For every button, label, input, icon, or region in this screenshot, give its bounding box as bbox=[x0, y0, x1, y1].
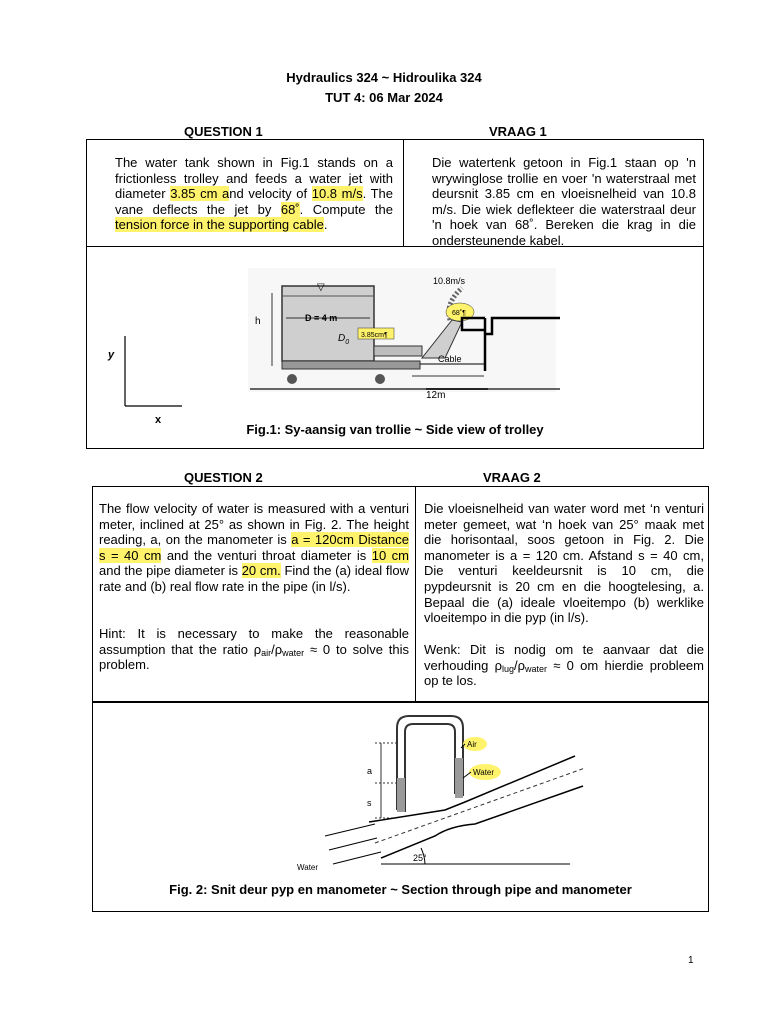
manometer-fluid-right bbox=[455, 758, 463, 798]
document-subtitle: TUT 4: 06 Mar 2024 bbox=[325, 90, 443, 105]
q1-text: The water tank shown in Fig.1 stands on a frictionless trolley and feeds a water jet with diameter bbox=[115, 155, 393, 202]
question-2-text-en bbox=[99, 501, 409, 595]
vraag-2-heading: VRAAG 2 bbox=[483, 470, 541, 485]
hint-text: ≈ 0 om hierdie probleem op te los. bbox=[424, 657, 704, 689]
highlight-diameter: 3.85 cm a bbox=[170, 186, 230, 202]
velocity-label: 10.8m/s bbox=[433, 276, 466, 286]
manometer-outer bbox=[397, 716, 463, 810]
q2-text: Find the (a) ideal flow rate and (b) real flow rate in the pipe (in l/s). bbox=[99, 563, 409, 594]
hint-text: Hint: It is necessary to make the reasonable assumption that the ratio ρ bbox=[99, 626, 409, 657]
d0-symbol: D bbox=[338, 333, 346, 344]
hint-subscript: lug bbox=[501, 663, 514, 674]
figure-1-trolley bbox=[100, 258, 690, 428]
question-2-hint-en bbox=[99, 626, 409, 673]
hint-subscript: water bbox=[282, 647, 305, 658]
pipe-bottom-wall bbox=[381, 786, 583, 858]
d0-subscript: 0 bbox=[345, 339, 350, 346]
callout-leader bbox=[463, 772, 471, 778]
hint-subscript: air bbox=[261, 647, 272, 658]
trolley-platform bbox=[282, 361, 420, 369]
flow-arrow bbox=[325, 824, 375, 836]
highlight-tension: tension force in the supporting cable bbox=[115, 217, 324, 233]
angle-value: 68˚¶ bbox=[452, 310, 466, 317]
water-tank bbox=[282, 286, 374, 361]
hint-text: ≈ 0 to solve this problem. bbox=[99, 641, 409, 673]
question-2-hint-af bbox=[424, 642, 704, 689]
x-axis-label: x bbox=[155, 414, 162, 426]
flow-arrow bbox=[333, 852, 381, 864]
tank-diameter-label: D = 4 m bbox=[305, 313, 338, 323]
hint-text: Wenk: Dit is nodig om te aanvaar dat die verhouding ρ bbox=[424, 642, 704, 673]
figure-2-caption: Fig. 2: Snit deur pyp en manometer ~ Section through pipe and manometer bbox=[169, 882, 632, 897]
figure-1-caption: Fig.1: Sy-aansig van trollie ~ Side view of trolley bbox=[246, 422, 544, 437]
q1-text: . Compute the bbox=[299, 201, 393, 217]
hint-text: /ρ bbox=[271, 641, 283, 657]
surface-symbol: ▽ bbox=[317, 282, 325, 293]
a-label: a bbox=[367, 766, 373, 776]
highlight-angle: 68˚ bbox=[280, 201, 300, 217]
hint-subscript: water bbox=[525, 663, 548, 674]
cable-label: Cable bbox=[438, 354, 462, 364]
q2-text: and the venturi throat diameter is bbox=[161, 547, 372, 563]
trolley-wheel bbox=[287, 374, 297, 384]
q2-text: and the pipe diameter is bbox=[99, 563, 242, 579]
page-number: 1 bbox=[688, 955, 694, 966]
h-label: h bbox=[255, 316, 261, 327]
water-label: Water bbox=[473, 768, 495, 777]
manometer-inner bbox=[405, 724, 455, 812]
highlight-velocity: 10.8 m/s bbox=[311, 186, 363, 202]
highlight-throat: 10 cm bbox=[371, 547, 410, 563]
distance-label: 12m bbox=[426, 390, 446, 401]
document-title: Hydraulics 324 ~ Hidroulika 324 bbox=[286, 70, 482, 85]
s-label: s bbox=[367, 798, 372, 808]
hint-text: /ρ bbox=[514, 657, 526, 673]
question-1-text-en bbox=[115, 155, 393, 233]
q1-text: . The vane deflects the jet by bbox=[115, 186, 393, 217]
question-1-text-af: Die watertenk getoon in Fig.1 staan op 'n wrywinglose trollie en voer 'n waterstraal met deursnit 3.85 cm en vloeisnelheid van 10.8 m/s. Die wiek deflekteer die waterstraal deur 'n hoek van 68˚. Bereken die krag in die ondersteunende kabel. bbox=[432, 155, 696, 248]
water-inlet-label: Water bbox=[297, 863, 319, 872]
highlight-pipe-diameter: 20 cm. bbox=[241, 563, 281, 579]
question-2-heading: QUESTION 2 bbox=[184, 470, 263, 485]
highlight-reading: a = 120cm Distance s = 40 cm bbox=[99, 532, 409, 563]
table-divider bbox=[403, 139, 404, 247]
air-label: Air bbox=[467, 740, 477, 749]
manometer-fluid-left bbox=[397, 778, 405, 812]
flow-arrow bbox=[329, 838, 377, 850]
nozzle-pipe bbox=[374, 346, 422, 356]
question-1-heading: QUESTION 1 bbox=[184, 124, 263, 139]
angle-label: 25° bbox=[413, 853, 427, 863]
table-divider bbox=[415, 486, 416, 702]
q2-text: The flow velocity of water is measured with a venturi meter, inclined at 25° as shown in Fig. 2. The height reading, a, on the manometer is bbox=[99, 501, 409, 548]
trolley-wheel bbox=[375, 374, 385, 384]
diameter-value: 3.85cm¶ bbox=[361, 332, 388, 339]
q1-text: nd velocity of bbox=[229, 186, 312, 202]
vraag-1-heading: VRAAG 1 bbox=[489, 124, 547, 139]
question-2-text-af: Die vloeisnelheid van water word met ‘n venturi meter gemeet, wat ‘n hoek van 25° maak met die horisontaal, soos getoon in Fig. 2. Die manometer is a = 120 cm. Afstand s = 40 cm, Die venturi keeldeursnit is 10 cm, die pypdeursnit is 20 cm en die hoogtelesing, a. Bepaal die (a) ideale vloeitempo (b) werklike vloeitempo in die pyp (in l/s). bbox=[424, 501, 704, 626]
figure-2-venturi bbox=[285, 708, 585, 878]
y-axis-label: y bbox=[108, 349, 115, 361]
q1-text: . bbox=[323, 217, 328, 233]
